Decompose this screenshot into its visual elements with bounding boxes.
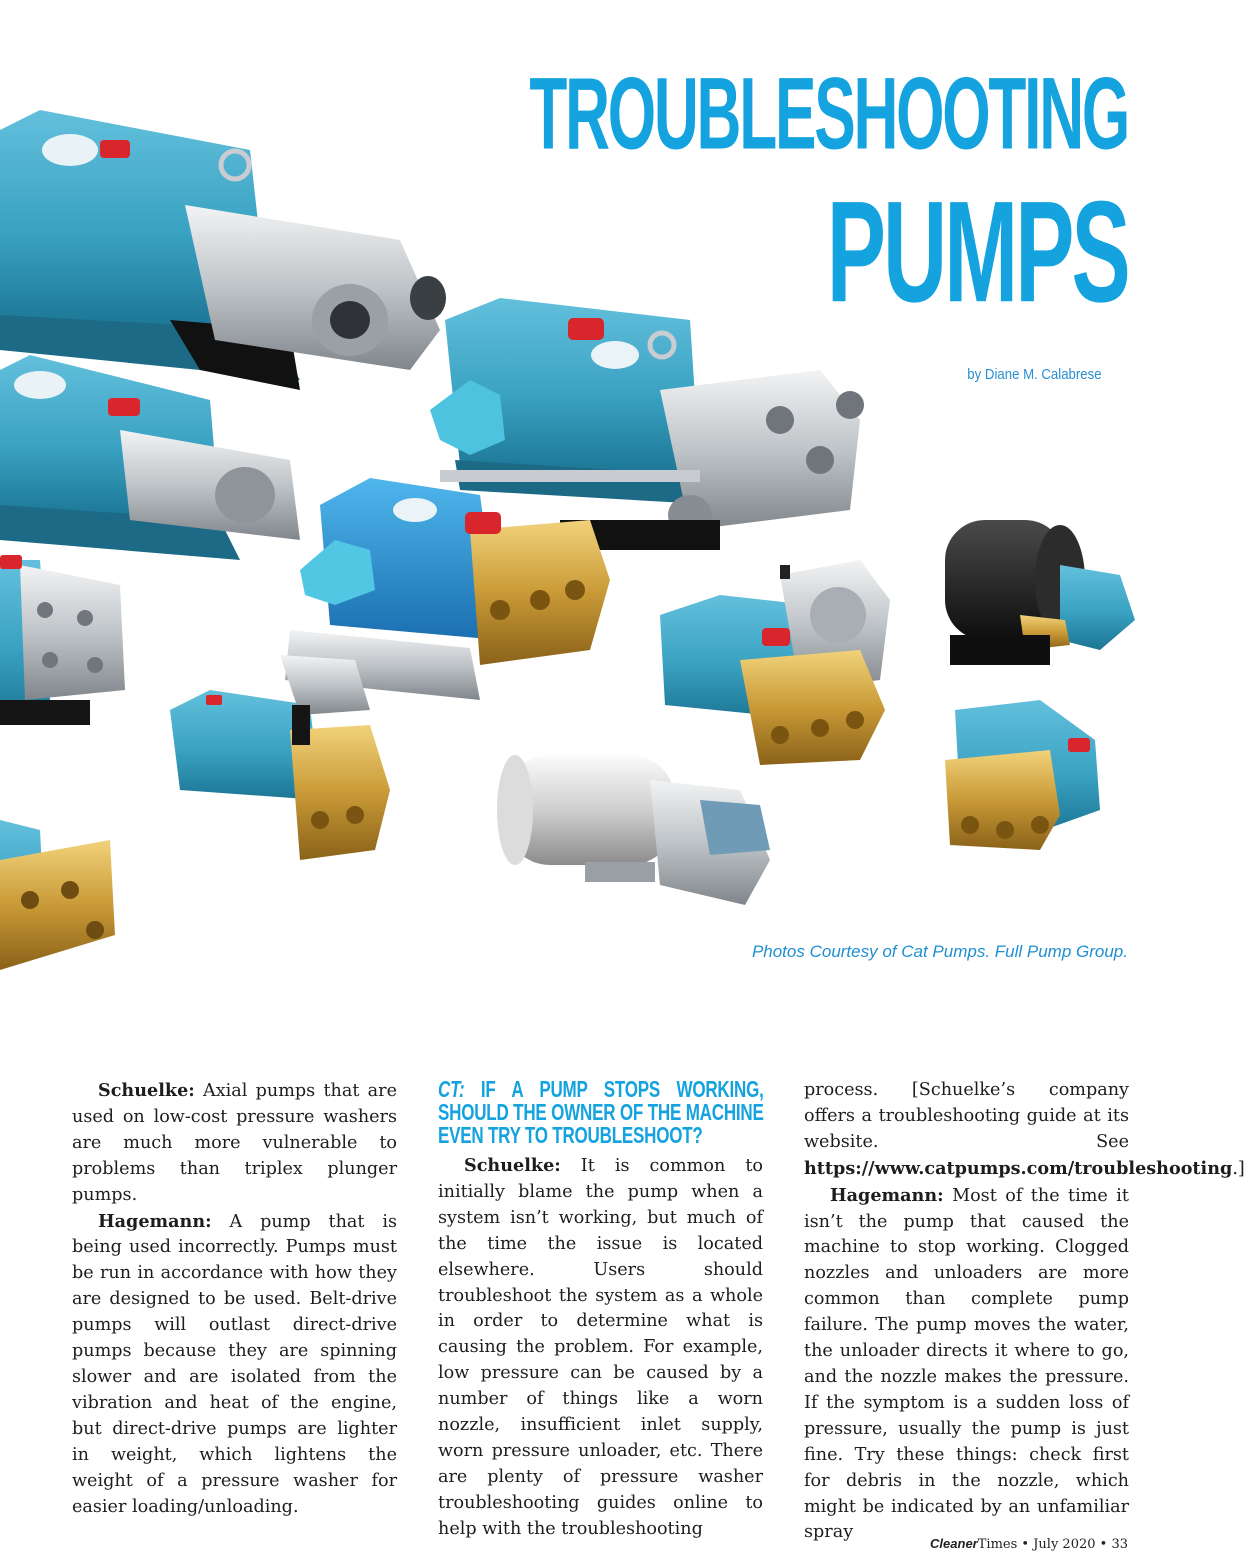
pump-bottom-left [0,820,115,970]
question-text: IF A PUMP STOPS WORKING, SHOULD THE OWNER OF THE MACHINE EVEN TRY TO TROUBLESHOOT? [438,1076,764,1148]
speaker-name: Schuelke: [464,1155,561,1176]
body-column-3 [804,1078,1245,1546]
issue-date: • July 2020 • [1017,1537,1112,1552]
pump-left-edge [0,555,125,725]
pump-large-middle [0,355,300,560]
paragraph-text: Axial pumps that are used on low-cost pressure washers are much more vulnerable to problems than triplex plunger pumps. [72,1081,397,1205]
page-footer [930,1536,1128,1552]
question-heading [438,1078,764,1147]
speaker-name: Schuelke: [98,1080,195,1101]
paragraph-text: .] [1232,1158,1245,1179]
speaker-name: Hagemann: [98,1210,212,1232]
pump-motor-black [945,520,1135,665]
pump-large-top [0,110,446,390]
byline: by Diane M. Calabrese [967,366,1102,383]
paragraph [804,1078,1245,1183]
paragraph-text: Most of the time it isn’t the pump that caused the machine to stop working. Clogged nozzles and unloaders are more common than complete pump failure. The pump moves the water, the unloader directs it where to go, and the nozzle makes the pressure. If the symptom is a sudden loss of pressure, usually the pump is just fine. Try these things: check first for debris in the nozzle, which might be indicated by an unfamiliar spray [804,1185,1129,1543]
article-title-line1: TROUBLESHOOTING [529,55,1128,171]
paragraph [804,1183,1129,1547]
paragraph-text: process. [Schuelke’s company offers a troubleshooting guide at its website. See [804,1080,1129,1152]
body-column-1 [72,1078,397,1520]
pump-right-gear [660,560,890,765]
magazine-name: Cleaner [930,1536,978,1551]
troubleshooting-link[interactable]: https://www.catpumps.com/troubleshooting [804,1157,1233,1179]
photo-credit: Photos Courtesy of Cat Pumps. Full Pump Group. [751,942,1128,961]
page-number: 33 [1111,1537,1128,1552]
paragraph [72,1209,397,1521]
question-label: CT: [438,1076,465,1102]
pump-small-right [945,700,1100,850]
speaker-name: Hagemann: [830,1184,944,1206]
paragraph-text: A pump that is being used incorrectly. Pumps must be run in accordance with how they are designed to be used. Belt-drive pumps will outlast direct-drive pumps because they are spinning slower and are isolated from the vibration and heat of the engine, but direct-drive pumps are lighter in weight, which lightens the weight of a pressure washer for easier loading/unloading. [72,1211,397,1517]
paragraph [438,1153,763,1543]
magazine-name-suffix: Times [977,1537,1018,1552]
pump-motor-silver [497,755,770,905]
paragraph-text: It is common to initially blame the pump when a system isn’t working, but much of the time the issue is located elsewhere. Users should troubleshoot the system as a whole in order to determine what is causing the problem. For example, low pressure can be caused by a number of things like a worn nozzle, insufficient inlet supply, worn pressure unloader, etc. There are plenty of pressure washer troubleshooting guides online to help with the troubleshooting [438,1156,763,1539]
pump-lower-center [170,655,390,860]
paragraph [72,1078,397,1209]
body-column-2 [438,1078,763,1543]
article-title-line2: PUMPS [827,171,1128,333]
